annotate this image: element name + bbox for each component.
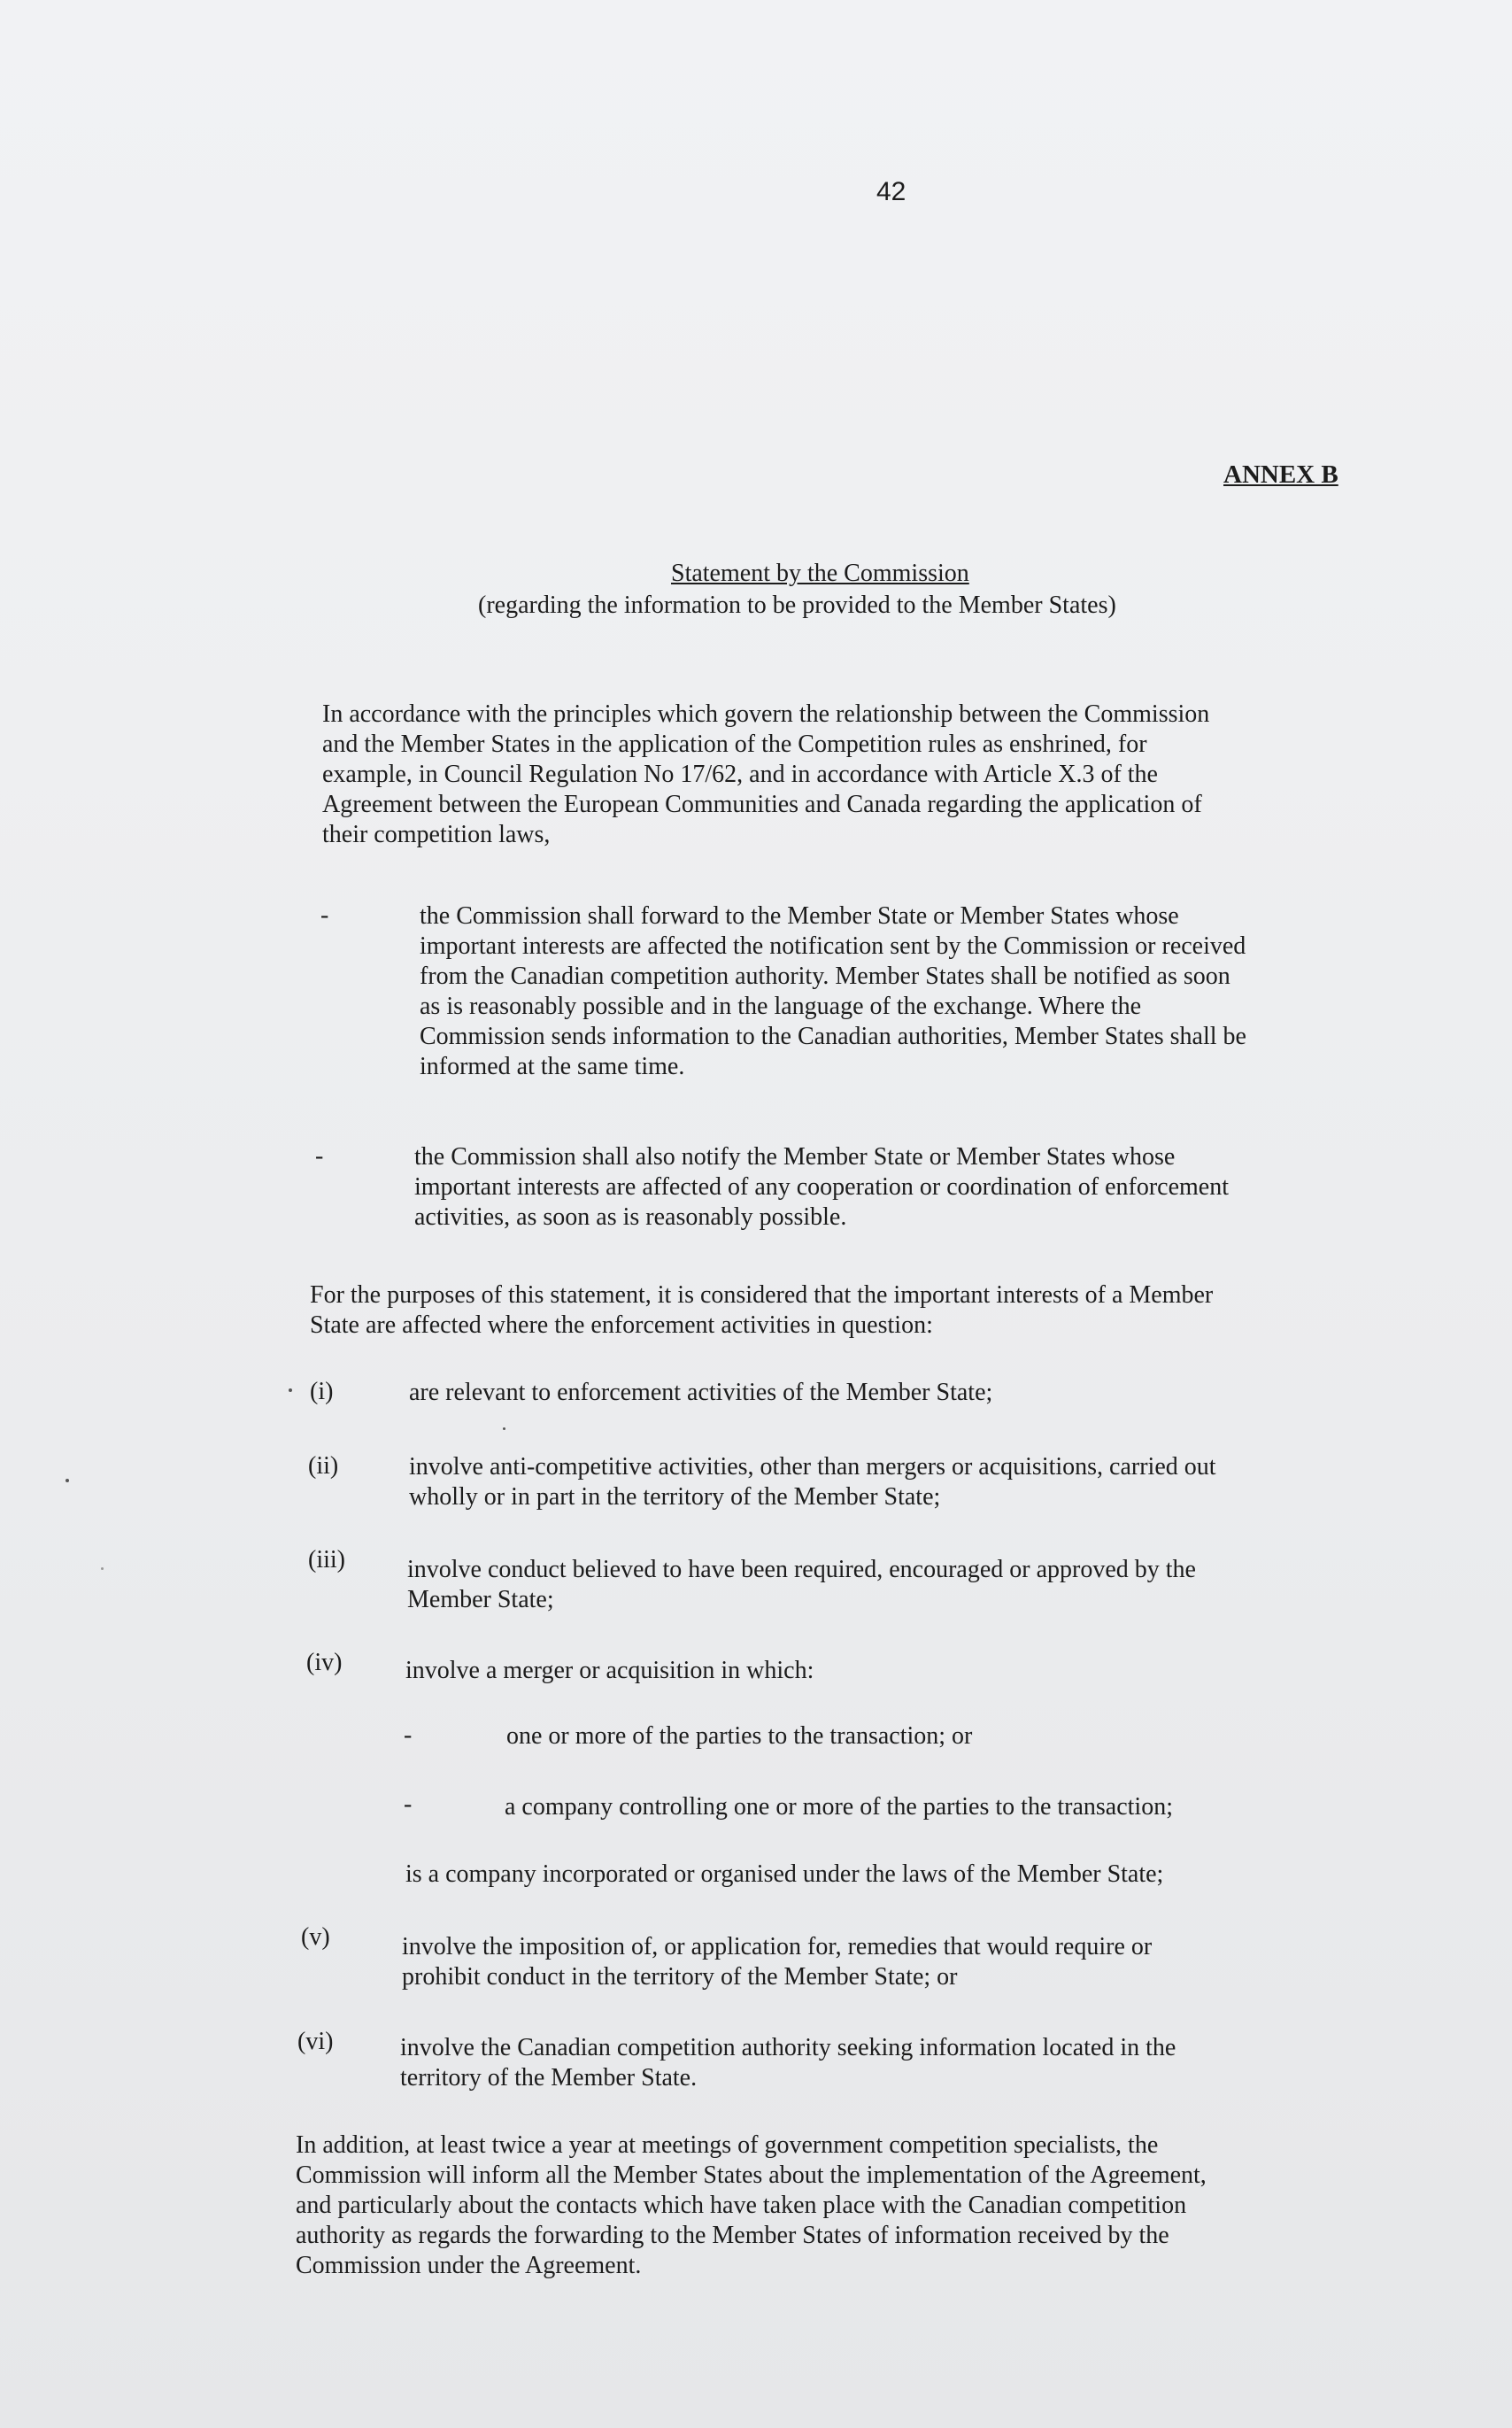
purposes-paragraph bbox=[310, 1280, 1213, 1341]
item-marker: (i) bbox=[310, 1378, 334, 1405]
dash-item bbox=[420, 901, 1246, 1082]
dash-item-line: important interests are affected of any cooperation or coordination of enforcement bbox=[414, 1173, 1229, 1201]
dash-item-line: as is reasonably possible and in the language of the exchange. Where the bbox=[420, 993, 1142, 1020]
intro-line: Agreement between the European Communities and Canada regarding the application of bbox=[322, 791, 1202, 818]
item-marker: (vi) bbox=[297, 2028, 334, 2055]
dash-item-line: important interests are affected the notification sent by the Commission or received bbox=[420, 932, 1246, 960]
intro-paragraph bbox=[322, 700, 1209, 850]
dash-marker: - bbox=[315, 1142, 324, 1170]
statement-title: Statement by the Commission bbox=[671, 560, 969, 587]
dash-item-line: from the Canadian competition authority. Member States shall be notified as soon bbox=[420, 963, 1230, 990]
intro-line: In accordance with the principles which govern the relationship between the Commission bbox=[322, 700, 1210, 728]
closing-line: In addition, at least twice a year at meetings of government competition specialists, the bbox=[296, 2131, 1159, 2159]
numbered-item bbox=[400, 2033, 1176, 2093]
closing-line: and particularly about the contacts which have taken place with the Canadian competition bbox=[296, 2192, 1187, 2219]
scan-speck bbox=[503, 1427, 505, 1430]
purposes-line: State are affected where the enforcement activities in question: bbox=[310, 1311, 933, 1339]
intro-line: and the Member States in the application of the Competition rules as enshrined, for bbox=[322, 731, 1147, 758]
sub-item: a company controlling one or more of the parties to the transaction; bbox=[505, 1793, 1173, 1821]
numbered-item-line: wholly or in part in the territory of the Member State; bbox=[409, 1483, 941, 1511]
numbered-item-line: involve anti-competitive activities, other than mergers or acquisitions, carried out bbox=[409, 1453, 1216, 1481]
numbered-item bbox=[405, 1656, 814, 1686]
dash-item-line: activities, as soon as is reasonably possible. bbox=[414, 1203, 847, 1231]
item-marker: (iii) bbox=[308, 1546, 345, 1574]
purposes-line: For the purposes of this statement, it is considered that the important interests of a Member bbox=[310, 1281, 1214, 1309]
sub-item: one or more of the parties to the transaction; or bbox=[506, 1722, 973, 1750]
dash-item-line: Commission sends information to the Canadian authorities, Member States shall be bbox=[420, 1023, 1246, 1050]
numbered-item-line: involve the Canadian competition authority seeking information located in the bbox=[400, 2034, 1176, 2061]
closing-line: Commission will inform all the Member States about the implementation of the Agreement, bbox=[296, 2161, 1207, 2189]
numbered-item-line: territory of the Member State. bbox=[400, 2064, 698, 2092]
numbered-item bbox=[409, 1452, 1216, 1512]
item-marker: (v) bbox=[301, 1923, 330, 1951]
dash-item-line: informed at the same time. bbox=[420, 1053, 685, 1080]
scan-speck bbox=[289, 1388, 292, 1392]
numbered-item bbox=[407, 1555, 1196, 1615]
page-number: 42 bbox=[876, 177, 906, 206]
statement-subtitle: (regarding the information to be provided to the Member States) bbox=[478, 592, 1116, 619]
numbered-item bbox=[409, 1378, 992, 1408]
numbered-item-line: prohibit conduct in the territory of the Member State; or bbox=[402, 1963, 958, 1991]
intro-line: example, in Council Regulation No 17/62, and in accordance with Article X.3 of the bbox=[322, 761, 1158, 788]
scan-speck bbox=[66, 1479, 69, 1482]
sub-dash-marker: - bbox=[404, 1790, 413, 1818]
dash-marker: - bbox=[320, 901, 329, 929]
item-marker: (ii) bbox=[308, 1452, 339, 1480]
dash-item-line: the Commission shall also notify the Member State or Member States whose bbox=[414, 1143, 1176, 1171]
sub-conclusion: is a company incorporated or organised under the laws of the Member State; bbox=[405, 1860, 1164, 1888]
scan-speck bbox=[101, 1567, 104, 1570]
annex-label: ANNEX B bbox=[1223, 460, 1338, 489]
numbered-item-line: involve a merger or acquisition in which: bbox=[405, 1657, 814, 1684]
intro-line: their competition laws, bbox=[322, 821, 551, 848]
numbered-item bbox=[402, 1932, 1152, 1992]
item-marker: (iv) bbox=[306, 1649, 343, 1676]
closing-line: Commission under the Agreement. bbox=[296, 2252, 642, 2279]
numbered-item-line: Member State; bbox=[407, 1586, 554, 1613]
closing-paragraph bbox=[296, 2130, 1207, 2281]
dash-item-line: the Commission shall forward to the Member State or Member States whose bbox=[420, 902, 1179, 930]
numbered-item-line: are relevant to enforcement activities of the Member State; bbox=[409, 1379, 993, 1406]
numbered-item-line: involve the imposition of, or application for, remedies that would require or bbox=[402, 1933, 1153, 1960]
sub-dash-marker: - bbox=[404, 1721, 413, 1749]
dash-item bbox=[414, 1142, 1229, 1233]
closing-line: authority as regards the forwarding to the Member States of information received by the bbox=[296, 2222, 1169, 2249]
numbered-item-line: involve conduct believed to have been required, encouraged or approved by the bbox=[407, 1556, 1196, 1583]
